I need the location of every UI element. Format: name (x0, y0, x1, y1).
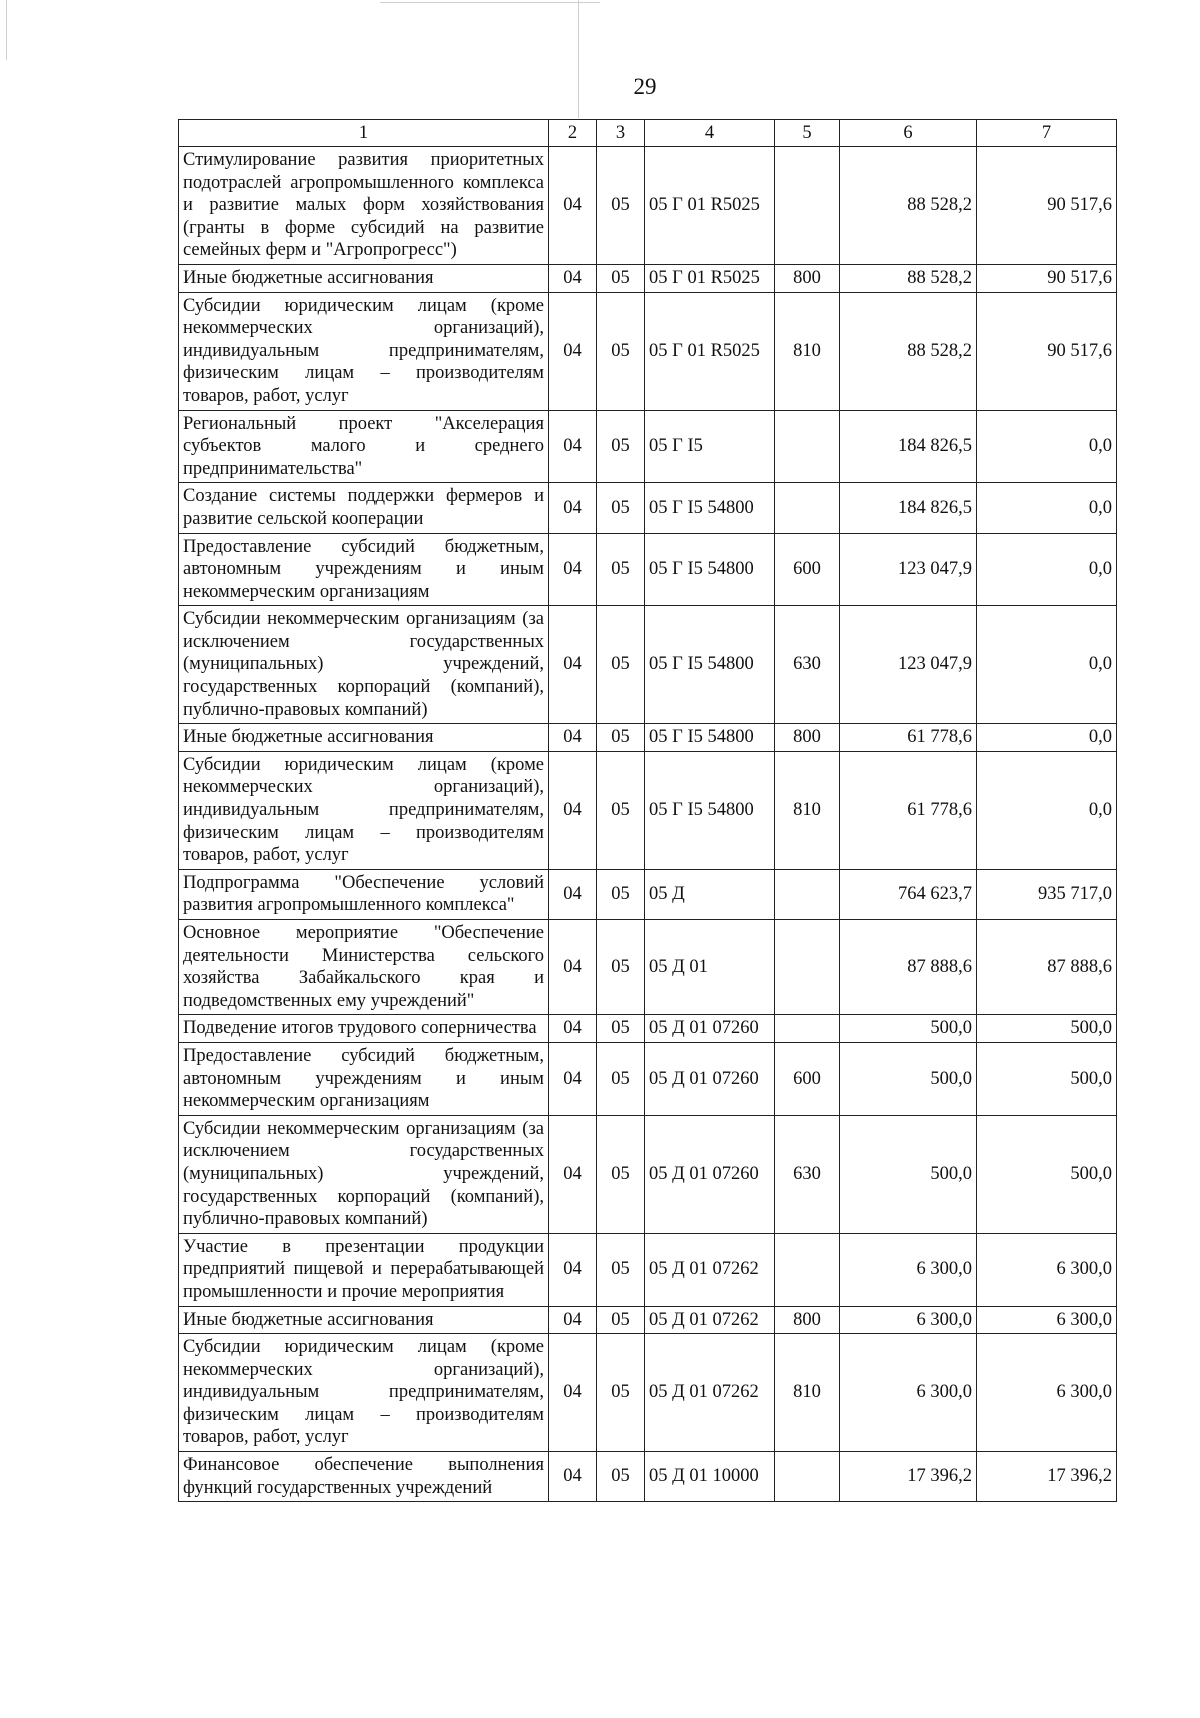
row-name: Иные бюджетные ассигнования (179, 724, 549, 752)
row-subsection: 05 (597, 751, 645, 869)
table-row (179, 1233, 1117, 1306)
row-target-article: 05 Г 01 R5025 (645, 292, 775, 410)
row-target-article: 05 Д 01 07262 (645, 1334, 775, 1452)
row-amount-1: 6 300,0 (840, 1233, 977, 1306)
row-amount-1: 764 623,7 (840, 869, 977, 919)
column-header: 6 (840, 120, 977, 147)
scan-top-line (380, 2, 600, 3)
row-name: Субсидии юридическим лицам (кроме некоммерческих организаций), индивидуальным предпринимателям, физическим лицам – производителям товаров, работ, услуг (179, 1334, 549, 1452)
row-expense-type (775, 1233, 840, 1306)
row-section: 04 (549, 292, 597, 410)
scan-fold-line (578, 0, 579, 118)
row-subsection: 05 (597, 1015, 645, 1043)
row-target-article: 05 Г I5 54800 (645, 533, 775, 606)
row-subsection: 05 (597, 1115, 645, 1233)
row-amount-2: 90 517,6 (977, 264, 1117, 292)
column-header: 3 (597, 120, 645, 147)
row-section: 04 (549, 1015, 597, 1043)
row-expense-type (775, 147, 840, 265)
table-row (179, 1115, 1117, 1233)
row-expense-type (775, 869, 840, 919)
row-subsection: 05 (597, 1306, 645, 1334)
row-name: Субсидии юридическим лицам (кроме некоммерческих организаций), индивидуальным предпринимателям, физическим лицам – производителям товаров, работ, услуг (179, 751, 549, 869)
row-amount-2: 500,0 (977, 1042, 1117, 1115)
table-row (179, 724, 1117, 752)
row-section: 04 (549, 1042, 597, 1115)
table-row (179, 292, 1117, 410)
row-amount-2: 6 300,0 (977, 1306, 1117, 1334)
table-row (179, 920, 1117, 1015)
row-section: 04 (549, 147, 597, 265)
row-amount-2: 6 300,0 (977, 1334, 1117, 1452)
row-amount-1: 6 300,0 (840, 1334, 977, 1452)
row-amount-2: 935 717,0 (977, 869, 1117, 919)
row-name: Субсидии некоммерческим организациям (за исключением государственных (муниципальных) учреждений, государственных корпораций (компаний), публично-правовых компаний) (179, 606, 549, 724)
row-amount-1: 6 300,0 (840, 1306, 977, 1334)
row-section: 04 (549, 1452, 597, 1502)
row-amount-2: 0,0 (977, 606, 1117, 724)
scan-edge-left (6, 0, 7, 60)
row-section: 04 (549, 1306, 597, 1334)
row-expense-type: 800 (775, 724, 840, 752)
row-amount-2: 6 300,0 (977, 1233, 1117, 1306)
table-row (179, 1306, 1117, 1334)
row-section: 04 (549, 751, 597, 869)
row-amount-2: 90 517,6 (977, 292, 1117, 410)
row-expense-type (775, 920, 840, 1015)
column-header: 5 (775, 120, 840, 147)
row-expense-type: 630 (775, 1115, 840, 1233)
row-amount-1: 17 396,2 (840, 1452, 977, 1502)
table-row (179, 1042, 1117, 1115)
table-row (179, 147, 1117, 265)
row-subsection: 05 (597, 147, 645, 265)
row-name: Стимулирование развития приоритетных подотраслей агропромышленного комплекса и развитие малых форм хозяйствования (гранты в форме субсидий на развитие семейных ферм и "Агропрогресс") (179, 147, 549, 265)
row-amount-2: 0,0 (977, 724, 1117, 752)
row-section: 04 (549, 264, 597, 292)
row-target-article: 05 Д 01 10000 (645, 1452, 775, 1502)
row-amount-1: 123 047,9 (840, 606, 977, 724)
row-name: Субсидии некоммерческим организациям (за исключением государственных (муниципальных) учреждений, государственных корпораций (компаний), публично-правовых компаний) (179, 1115, 549, 1233)
row-expense-type: 630 (775, 606, 840, 724)
row-target-article: 05 Г I5 (645, 410, 775, 483)
row-subsection: 05 (597, 869, 645, 919)
row-amount-2: 0,0 (977, 533, 1117, 606)
row-name: Финансовое обеспечение выполнения функций государственных учреждений (179, 1452, 549, 1502)
row-amount-2: 87 888,6 (977, 920, 1117, 1015)
row-amount-1: 61 778,6 (840, 724, 977, 752)
row-amount-2: 0,0 (977, 410, 1117, 483)
row-name: Основное мероприятие "Обеспечение деятельности Министерства сельского хозяйства Забайкальского края и подведомственных ему учреждений" (179, 920, 549, 1015)
row-target-article: 05 Д 01 07260 (645, 1015, 775, 1043)
row-target-article: 05 Г I5 54800 (645, 724, 775, 752)
row-name: Иные бюджетные ассигнования (179, 264, 549, 292)
row-amount-2: 17 396,2 (977, 1452, 1117, 1502)
row-target-article: 05 Д 01 07262 (645, 1233, 775, 1306)
table-row (179, 483, 1117, 533)
row-subsection: 05 (597, 1042, 645, 1115)
row-subsection: 05 (597, 606, 645, 724)
column-header: 7 (977, 120, 1117, 147)
row-expense-type (775, 1015, 840, 1043)
row-expense-type (775, 483, 840, 533)
row-section: 04 (549, 1334, 597, 1452)
row-section: 04 (549, 869, 597, 919)
row-subsection: 05 (597, 1334, 645, 1452)
row-name: Иные бюджетные ассигнования (179, 1306, 549, 1334)
row-expense-type: 800 (775, 1306, 840, 1334)
row-target-article: 05 Г I5 54800 (645, 483, 775, 533)
table-row (179, 264, 1117, 292)
row-amount-1: 184 826,5 (840, 483, 977, 533)
column-header: 2 (549, 120, 597, 147)
row-amount-2: 90 517,6 (977, 147, 1117, 265)
table-row (179, 751, 1117, 869)
row-subsection: 05 (597, 724, 645, 752)
row-subsection: 05 (597, 292, 645, 410)
column-header: 4 (645, 120, 775, 147)
row-section: 04 (549, 533, 597, 606)
row-section: 04 (549, 1233, 597, 1306)
row-name: Предоставление субсидий бюджетным, автономным учреждениям и иным некоммерческим организациям (179, 533, 549, 606)
row-expense-type: 600 (775, 1042, 840, 1115)
row-section: 04 (549, 920, 597, 1015)
row-amount-1: 500,0 (840, 1015, 977, 1043)
table-row (179, 1452, 1117, 1502)
row-subsection: 05 (597, 920, 645, 1015)
page-number: 29 (633, 74, 657, 99)
row-expense-type: 810 (775, 1334, 840, 1452)
row-name: Подпрограмма "Обеспечение условий развития агропромышленного комплекса" (179, 869, 549, 919)
row-amount-2: 500,0 (977, 1015, 1117, 1043)
table-row (179, 1015, 1117, 1043)
row-amount-2: 500,0 (977, 1115, 1117, 1233)
row-amount-2: 0,0 (977, 483, 1117, 533)
row-expense-type: 800 (775, 264, 840, 292)
row-subsection: 05 (597, 264, 645, 292)
row-target-article: 05 Д 01 07260 (645, 1042, 775, 1115)
table-header-row (179, 120, 1117, 147)
budget-table (178, 119, 1117, 1502)
row-subsection: 05 (597, 1452, 645, 1502)
row-target-article: 05 Д (645, 869, 775, 919)
row-amount-1: 88 528,2 (840, 264, 977, 292)
table-row (179, 606, 1117, 724)
row-target-article: 05 Г 01 R5025 (645, 147, 775, 265)
row-target-article: 05 Г I5 54800 (645, 751, 775, 869)
row-subsection: 05 (597, 483, 645, 533)
row-name: Участие в презентации продукции предприятий пищевой и перерабатывающей промышленности и прочие мероприятия (179, 1233, 549, 1306)
row-amount-1: 123 047,9 (840, 533, 977, 606)
row-name: Подведение итогов трудового соперничества (179, 1015, 549, 1043)
row-target-article: 05 Г I5 54800 (645, 606, 775, 724)
row-section: 04 (549, 483, 597, 533)
column-header: 1 (179, 120, 549, 147)
table-row (179, 533, 1117, 606)
row-amount-1: 88 528,2 (840, 292, 977, 410)
row-target-article: 05 Д 01 07262 (645, 1306, 775, 1334)
row-amount-2: 0,0 (977, 751, 1117, 869)
row-expense-type (775, 1452, 840, 1502)
row-subsection: 05 (597, 1233, 645, 1306)
row-section: 04 (549, 724, 597, 752)
row-name: Предоставление субсидий бюджетным, автономным учреждениям и иным некоммерческим организациям (179, 1042, 549, 1115)
row-section: 04 (549, 1115, 597, 1233)
table-row (179, 869, 1117, 919)
row-expense-type: 810 (775, 292, 840, 410)
row-expense-type (775, 410, 840, 483)
row-amount-1: 500,0 (840, 1115, 977, 1233)
row-name: Создание системы поддержки фермеров и развитие сельской кооперации (179, 483, 549, 533)
row-amount-1: 88 528,2 (840, 147, 977, 265)
row-target-article: 05 Д 01 (645, 920, 775, 1015)
row-amount-1: 87 888,6 (840, 920, 977, 1015)
row-section: 04 (549, 410, 597, 483)
row-amount-1: 500,0 (840, 1042, 977, 1115)
row-amount-1: 61 778,6 (840, 751, 977, 869)
row-expense-type: 810 (775, 751, 840, 869)
row-section: 04 (549, 606, 597, 724)
row-subsection: 05 (597, 533, 645, 606)
table-row (179, 1334, 1117, 1452)
row-subsection: 05 (597, 410, 645, 483)
row-name: Субсидии юридическим лицам (кроме некоммерческих организаций), индивидуальным предпринимателям, физическим лицам – производителям товаров, работ, услуг (179, 292, 549, 410)
row-expense-type: 600 (775, 533, 840, 606)
table-row (179, 410, 1117, 483)
row-name: Региональный проект "Акселерация субъектов малого и среднего предпринимательства" (179, 410, 549, 483)
row-target-article: 05 Д 01 07260 (645, 1115, 775, 1233)
row-amount-1: 184 826,5 (840, 410, 977, 483)
row-target-article: 05 Г 01 R5025 (645, 264, 775, 292)
